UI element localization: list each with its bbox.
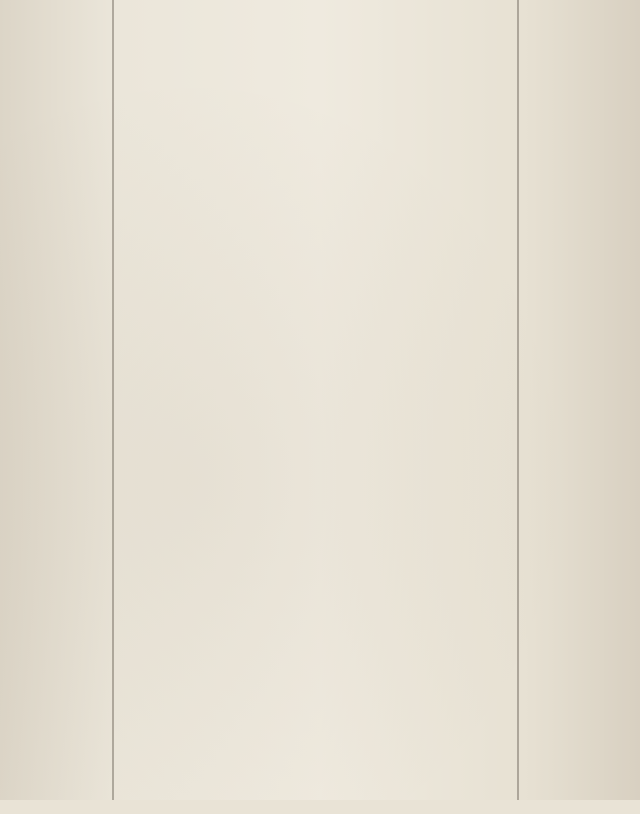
left-column xyxy=(0,0,110,814)
right-column xyxy=(524,0,640,814)
column-rule-left xyxy=(112,0,114,800)
main-column xyxy=(118,0,514,814)
column-rule-right xyxy=(517,0,519,800)
